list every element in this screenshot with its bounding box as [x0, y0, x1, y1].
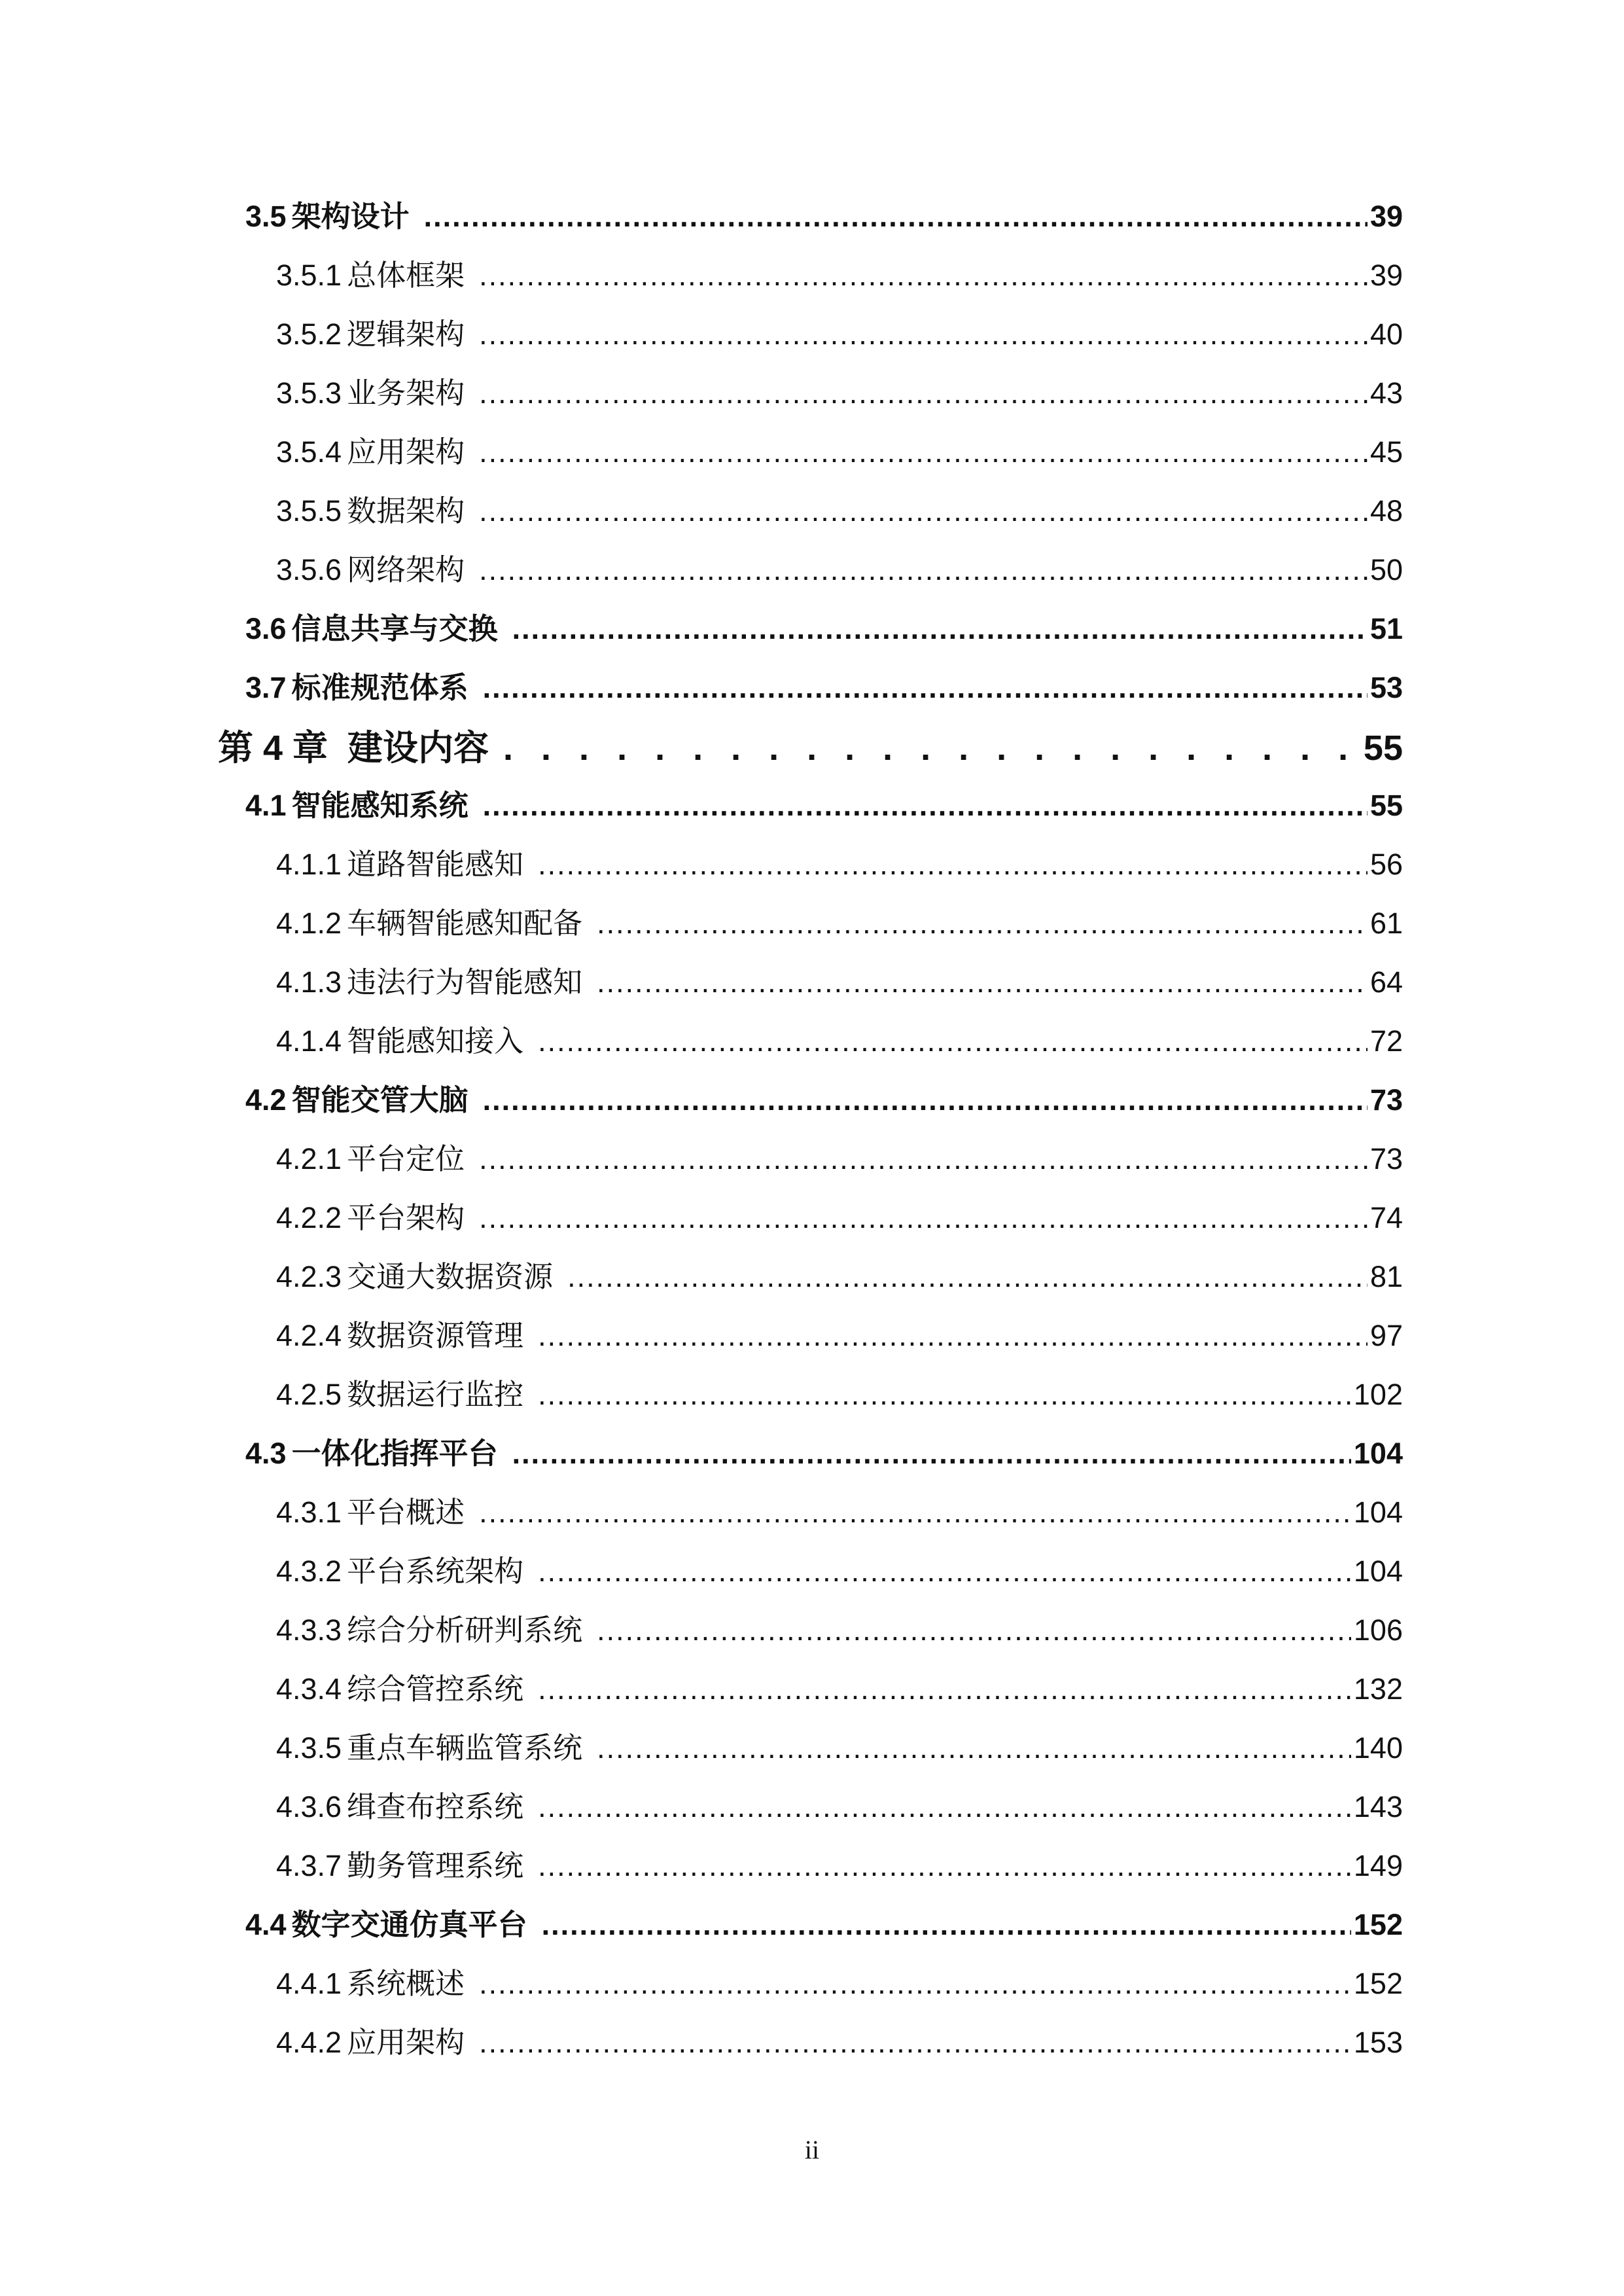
toc-entry[interactable] — [276, 1375, 1403, 1414]
toc-dot-leader — [538, 1552, 1351, 1591]
toc-entry-title: 系统概述 — [347, 1967, 465, 2000]
toc-entry-page: 61 — [1369, 906, 1403, 940]
toc-entry[interactable] — [276, 963, 1403, 1002]
toc-entry-page: 132 — [1353, 1672, 1403, 1706]
toc-entry-page: 51 — [1369, 612, 1403, 645]
toc-dot-leader — [479, 1139, 1368, 1179]
toc-entry-title: 数据资源管理 — [347, 1319, 524, 1352]
page-number: ii — [804, 2135, 820, 2164]
toc-dot-leader — [597, 904, 1368, 943]
toc-dot-leader — [567, 1257, 1368, 1297]
toc-entry-title: 重点车辆监管系统 — [347, 1731, 583, 1765]
toc-entry-title: 道路智能感知 — [347, 848, 524, 881]
toc-dot-leader — [479, 1964, 1351, 2003]
toc-dot-leader — [538, 1375, 1351, 1414]
toc-dot-leader — [538, 845, 1368, 884]
toc-entry[interactable] — [276, 1022, 1403, 1061]
toc-dot-leader — [538, 1022, 1368, 1061]
toc-entry[interactable] — [245, 1434, 1403, 1473]
toc-entry-number: 3.5.4 — [276, 435, 342, 469]
toc-dot-leader — [597, 1729, 1351, 1768]
toc-entry-page: 74 — [1369, 1201, 1403, 1234]
toc-dot-leader — [479, 2023, 1351, 2062]
toc-entry[interactable] — [276, 1670, 1403, 1709]
toc-dot-leader — [503, 725, 1361, 771]
toc-entry[interactable] — [276, 1846, 1403, 1886]
toc-entry-title: 交通大数据资源 — [347, 1260, 554, 1293]
toc-entry[interactable] — [276, 256, 1403, 295]
toc-entry[interactable] — [245, 1905, 1403, 1945]
toc-entry-number: 4.1.2 — [276, 906, 342, 940]
toc-entry[interactable] — [245, 609, 1403, 649]
toc-entry-title: 智能感知接入 — [347, 1024, 524, 1058]
toc-entry[interactable] — [276, 1964, 1403, 2003]
toc-entry-number: 3.5.2 — [276, 317, 342, 351]
toc-entry-title: 缉查布控系统 — [347, 1790, 524, 1823]
toc-entry-title: 数据架构 — [347, 494, 465, 528]
toc-entry-title: 综合管控系统 — [347, 1672, 524, 1706]
toc-dot-leader — [479, 256, 1368, 295]
toc-entry-number: 4.1.3 — [276, 965, 342, 999]
toc-entry-number: 4.2.4 — [276, 1319, 342, 1352]
toc-dot-leader — [483, 1081, 1368, 1120]
toc-entry[interactable] — [245, 786, 1403, 825]
toc-chapter-entry[interactable] — [218, 725, 1403, 771]
toc-entry-title: 一体化指挥平台 — [291, 1437, 498, 1470]
toc-entry-title: 平台概述 — [347, 1496, 465, 1529]
toc-entry[interactable] — [276, 1257, 1403, 1297]
toc-entry-number: 4.3.1 — [276, 1496, 342, 1529]
toc-entry[interactable] — [276, 374, 1403, 413]
toc-dot-leader — [512, 1434, 1351, 1473]
toc-entry[interactable] — [276, 1139, 1403, 1179]
toc-entry[interactable] — [276, 315, 1403, 354]
toc-entry-number: 3.5.1 — [276, 259, 342, 292]
toc-entry-page: 81 — [1369, 1260, 1403, 1293]
toc-entry-title: 平台系统架构 — [347, 1554, 524, 1588]
toc-entry-number: 4.3 — [245, 1437, 287, 1470]
toc-entry[interactable] — [276, 433, 1403, 472]
toc-entry[interactable] — [276, 1611, 1403, 1650]
toc-entry[interactable] — [276, 492, 1403, 531]
toc-entry-page: 72 — [1369, 1024, 1403, 1058]
toc-entry-title: 网络架构 — [347, 553, 465, 586]
toc-dot-leader — [479, 492, 1368, 531]
toc-dot-leader — [479, 433, 1368, 472]
toc-entry-page: 45 — [1369, 435, 1403, 469]
toc-entry-page: 55 — [1369, 789, 1403, 822]
toc-entry-number: 4.4.1 — [276, 1967, 342, 2000]
toc-entry-number: 4.3.4 — [276, 1672, 342, 1706]
toc-entry-page: 48 — [1369, 494, 1403, 528]
toc-entry-page: 53 — [1369, 671, 1403, 704]
toc-entry-number: 4.4 — [245, 1908, 287, 1941]
toc-entry-number: 4.3.2 — [276, 1554, 342, 1588]
toc-dot-leader — [512, 609, 1368, 649]
toc-entry-title: 逻辑架构 — [347, 317, 465, 351]
toc-entry-number: 3.5.6 — [276, 553, 342, 586]
toc-entry-page: 97 — [1369, 1319, 1403, 1352]
toc-entry-page: 102 — [1353, 1378, 1403, 1411]
toc-entry-title: 应用架构 — [347, 2026, 465, 2059]
toc-entry-number: 4.3.6 — [276, 1790, 342, 1823]
toc-entry-title: 违法行为智能感知 — [347, 965, 583, 999]
toc-entry[interactable] — [245, 668, 1403, 708]
toc-entry-title: 架构设计 — [291, 200, 410, 233]
toc-entry[interactable] — [245, 1081, 1403, 1120]
toc-entry-number: 3.5.5 — [276, 494, 342, 528]
toc-dot-leader — [483, 668, 1368, 708]
toc-entry-page: 43 — [1369, 376, 1403, 410]
toc-entry-number: 4.2.1 — [276, 1142, 342, 1175]
toc-dot-leader — [538, 1670, 1351, 1709]
toc-entry-number: 3.5 — [245, 200, 287, 233]
toc-dot-leader — [424, 197, 1368, 236]
toc-entry-page: 64 — [1369, 965, 1403, 999]
toc-dot-leader — [479, 315, 1368, 354]
toc-entry-number: 3.6 — [245, 612, 287, 645]
toc-entry-title: 业务架构 — [347, 376, 465, 410]
toc-entry-page: 104 — [1353, 1496, 1403, 1529]
toc-entry-title: 总体框架 — [347, 259, 465, 292]
toc-entry-number: 4.1.4 — [276, 1024, 342, 1058]
toc-entry-title: 标准规范体系 — [291, 671, 468, 704]
toc-entry-number: 3.7 — [245, 671, 287, 704]
toc-entry[interactable] — [276, 1316, 1403, 1355]
toc-entry-page: 149 — [1353, 1849, 1403, 1882]
toc-entry-page: 143 — [1353, 1790, 1403, 1823]
toc-dot-leader — [479, 374, 1368, 413]
toc-entry-title: 车辆智能感知配备 — [347, 906, 583, 940]
toc-entry-page: 73 — [1369, 1083, 1403, 1117]
toc-entry[interactable] — [276, 1493, 1403, 1532]
toc-entry-page: 104 — [1353, 1554, 1403, 1588]
toc-chapter-page: 55 — [1363, 728, 1403, 768]
toc-entry-page: 39 — [1369, 200, 1403, 233]
toc-dot-leader — [479, 550, 1368, 590]
toc-entry-title: 信息共享与交换 — [291, 612, 498, 645]
toc-entry-title: 智能交管大脑 — [291, 1083, 468, 1117]
toc-entry-number: 4.3.3 — [276, 1613, 342, 1647]
toc-entry[interactable] — [276, 1552, 1403, 1591]
toc-entry-page: 153 — [1353, 2026, 1403, 2059]
toc-entry-page: 152 — [1353, 1908, 1403, 1941]
toc-dot-leader — [538, 1316, 1368, 1355]
toc-dot-leader — [597, 963, 1368, 1002]
toc-entry-page: 104 — [1353, 1437, 1403, 1470]
toc-entry-title: 勤务管理系统 — [347, 1849, 524, 1882]
toc-entry[interactable] — [276, 904, 1403, 943]
toc-dot-leader — [542, 1905, 1351, 1945]
toc-chapter-title: 建设内容 — [347, 728, 489, 768]
toc-entry-title: 数字交通仿真平台 — [291, 1908, 527, 1941]
toc-entry-page: 39 — [1369, 259, 1403, 292]
toc-entry-number: 4.3.5 — [276, 1731, 342, 1765]
toc-entry-number: 4.2.5 — [276, 1378, 342, 1411]
toc-entry[interactable] — [276, 1198, 1403, 1238]
toc-chapter-number: 第 4 章 — [218, 728, 328, 768]
toc-dot-leader — [538, 1787, 1351, 1827]
toc-entry-page: 140 — [1353, 1731, 1403, 1765]
toc-entry-number: 4.2.3 — [276, 1260, 342, 1293]
toc-entry-title: 综合分析研判系统 — [347, 1613, 583, 1647]
toc-entry[interactable] — [245, 197, 1403, 236]
toc-dot-leader — [538, 1846, 1351, 1886]
toc-entry-title: 数据运行监控 — [347, 1378, 524, 1411]
toc-dot-leader — [597, 1611, 1351, 1650]
toc-entry[interactable] — [276, 1787, 1403, 1827]
toc-entry-title: 智能感知系统 — [291, 789, 468, 822]
toc-entry-number: 4.1 — [245, 789, 287, 822]
toc-dot-leader — [483, 786, 1368, 825]
toc-entry-title: 平台定位 — [347, 1142, 465, 1175]
toc-entry[interactable] — [276, 1729, 1403, 1768]
toc-entry-page: 56 — [1369, 848, 1403, 881]
toc-entry-number: 4.3.7 — [276, 1849, 342, 1882]
toc-entry-number: 4.4.2 — [276, 2026, 342, 2059]
toc-entry-page: 152 — [1353, 1967, 1403, 2000]
toc-dot-leader — [479, 1198, 1368, 1238]
toc-entry-number: 4.2.2 — [276, 1201, 342, 1234]
toc-entry-number: 3.5.3 — [276, 376, 342, 410]
toc-entry-title: 平台架构 — [347, 1201, 465, 1234]
toc-entry-number: 4.2 — [245, 1083, 287, 1117]
toc-entry-number: 4.1.1 — [276, 848, 342, 881]
toc-entry[interactable] — [276, 2023, 1403, 2062]
toc-entry-page: 73 — [1369, 1142, 1403, 1175]
toc-entry-page: 50 — [1369, 553, 1403, 586]
toc-dot-leader — [479, 1493, 1351, 1532]
toc-entry-title: 应用架构 — [347, 435, 465, 469]
toc-entry-page: 40 — [1369, 317, 1403, 351]
toc-entry[interactable] — [276, 845, 1403, 884]
toc-entry-page: 106 — [1353, 1613, 1403, 1647]
toc-entry[interactable] — [276, 550, 1403, 590]
